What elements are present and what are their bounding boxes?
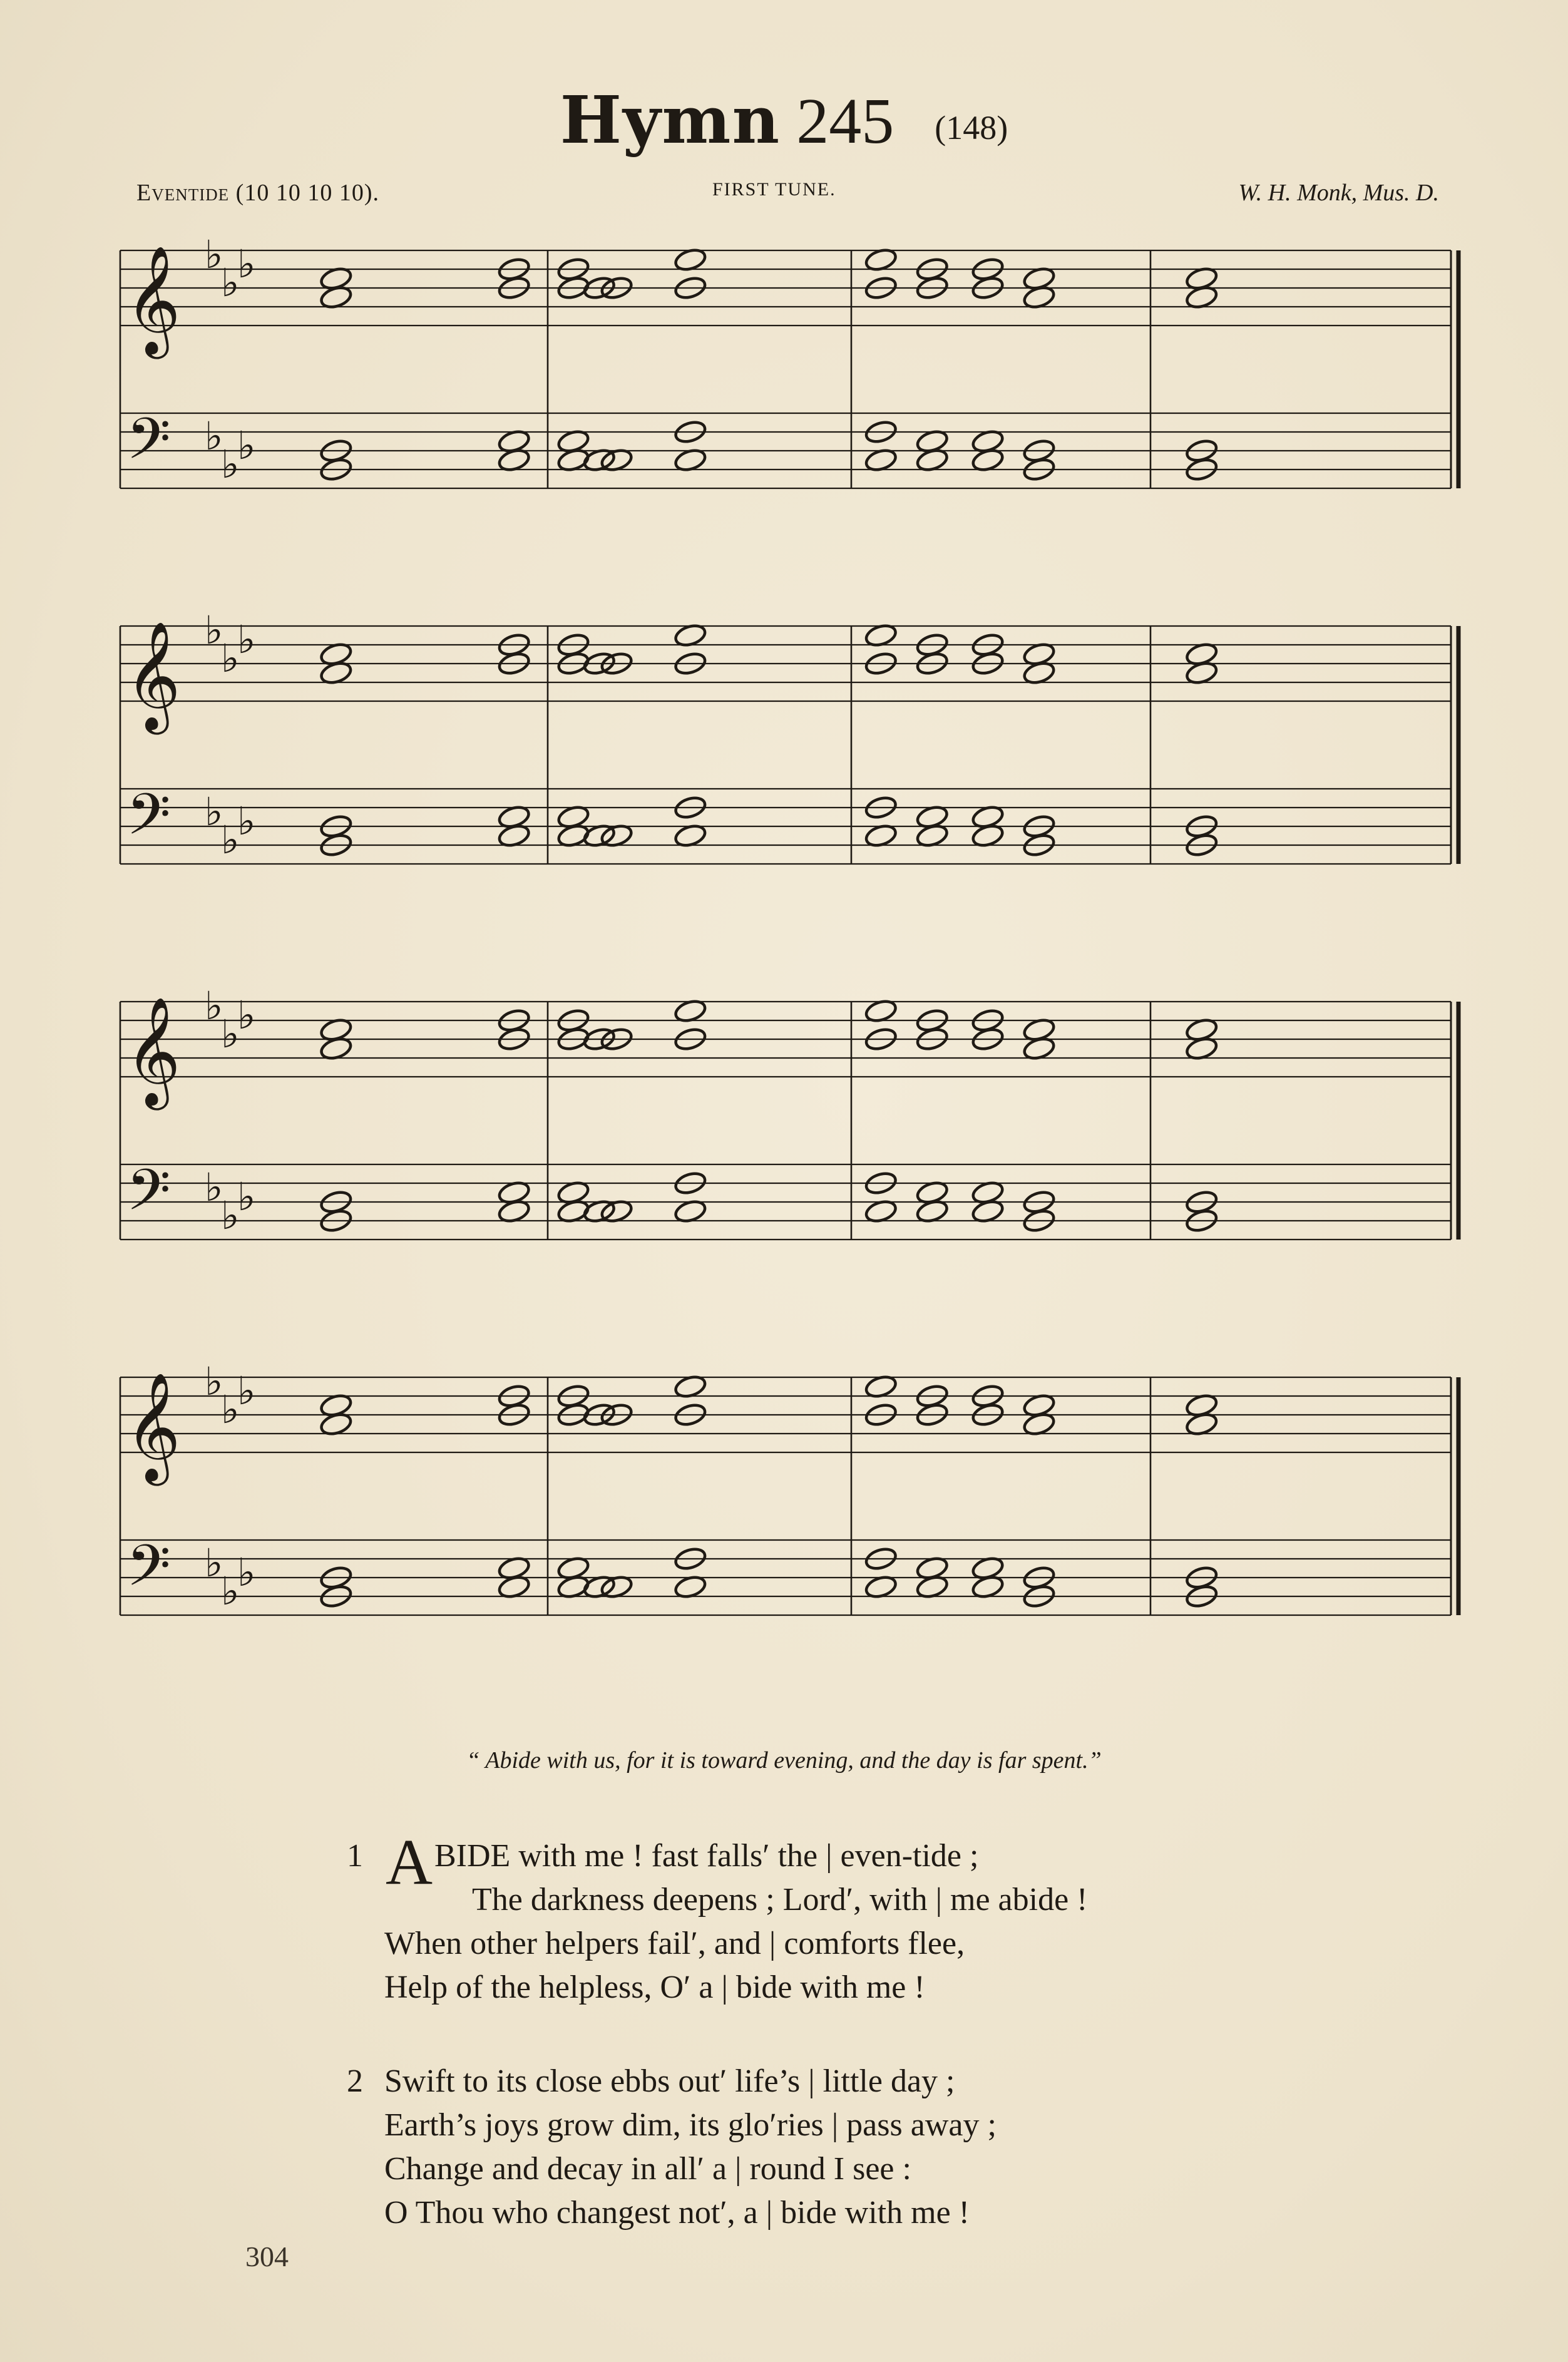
verse-line: When other helpers fail′, and | comforts flee, — [384, 1926, 965, 1961]
flat-sign: ♭ — [205, 607, 223, 653]
treble-clef: 𝄞 — [125, 621, 181, 730]
flat-sign: ♭ — [205, 1540, 223, 1586]
flat-sign: ♭ — [237, 1368, 256, 1414]
drop-cap: A — [386, 1826, 433, 1898]
treble-clef: 𝄞 — [125, 1372, 181, 1481]
verse-line: The darkness deepens ; Lord′, with | me abide ! — [472, 1882, 1088, 1918]
flat-sign: ♭ — [205, 1164, 223, 1210]
flat-sign: ♭ — [221, 817, 240, 863]
bass-clef: 𝄢 — [126, 1533, 171, 1613]
flat-sign: ♭ — [237, 1549, 256, 1595]
flat-sign: ♭ — [237, 423, 256, 468]
verse-line: Change and decay in all′ a | round I see : — [384, 2151, 911, 2187]
flat-sign: ♭ — [237, 241, 256, 287]
composer: W. H. Monk, Mus. D. — [1238, 180, 1439, 206]
hymn-number: 245 — [796, 85, 894, 157]
flat-sign: ♭ — [221, 1011, 240, 1057]
flat-sign: ♭ — [237, 1174, 256, 1220]
verse-number: 1 — [347, 1838, 363, 1874]
verse-line: O Thou who changest not′, a | bide with me ! — [384, 2195, 970, 2231]
flat-sign: ♭ — [205, 983, 223, 1029]
verse-line: Help of the helpless, O′ a | bide with me ! — [384, 1969, 925, 2005]
flat-sign: ♭ — [205, 232, 223, 277]
bass-clef: 𝄢 — [126, 781, 171, 861]
flat-sign: ♭ — [237, 992, 256, 1038]
flat-sign: ♭ — [205, 1358, 223, 1404]
verse-line: Earth’s joys grow dim, its glo′ries | pass away ; — [384, 2107, 997, 2143]
bass-clef: 𝄢 — [126, 406, 171, 486]
flat-sign: ♭ — [205, 789, 223, 834]
flat-sign: ♭ — [221, 1193, 240, 1238]
tune-label: FIRST TUNE. — [712, 179, 836, 200]
epigraph: “ Abide with us, for it is toward evening, and the day is far spent.” — [466, 1747, 1102, 1774]
tune-name: Eventide (10 10 10 10). — [136, 180, 379, 206]
flat-sign: ♭ — [221, 1568, 240, 1614]
hymn-alt-number: (148) — [935, 109, 1008, 146]
verse-line: Swift to its close ebbs out′ life’s | little day ; — [384, 2063, 955, 2099]
flat-sign: ♭ — [221, 260, 240, 306]
flat-sign: ♭ — [205, 413, 223, 459]
flat-sign: ♭ — [221, 441, 240, 487]
flat-sign: ♭ — [221, 635, 240, 681]
page-number: 304 — [245, 2241, 289, 2272]
flat-sign: ♭ — [237, 617, 256, 662]
verse-line: BIDE with me ! fast falls′ the | even-tide ; — [434, 1838, 979, 1874]
treble-clef: 𝄞 — [125, 997, 181, 1106]
flat-sign: ♭ — [237, 798, 256, 844]
treble-clef: 𝄞 — [125, 245, 181, 354]
bass-clef: 𝄢 — [126, 1157, 171, 1237]
verse-number: 2 — [347, 2063, 363, 2099]
hymn-word: Hymn — [560, 81, 781, 158]
flat-sign: ♭ — [221, 1387, 240, 1432]
